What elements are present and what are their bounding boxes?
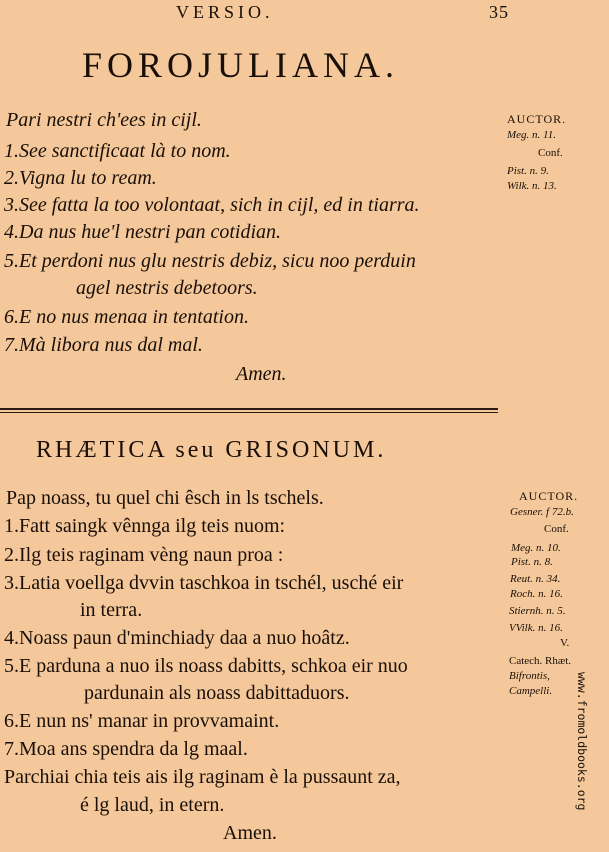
text-line: 2.Vigna lu to ream. (4, 167, 157, 189)
text-line: Pap noass, tu quel chi êsch in ls tschels. (6, 487, 324, 509)
text-line: 3.Latia voellga dvvin taschkoa in tschél, usché eir (4, 572, 404, 594)
margin-note: Wilk. n. 13. (507, 180, 557, 192)
margin-note: Pist. n. 9. (507, 165, 549, 177)
margin-note: Conf. (544, 523, 569, 535)
amen: Amen. (223, 822, 277, 844)
text-line: pardunain als noass dabittaduors. (84, 682, 350, 704)
margin-note: Campelli. (509, 685, 553, 697)
text-line: Parchiai chia teis ais ilg raginam è la pussaunt za, (4, 766, 401, 788)
text-line: in terra. (80, 599, 143, 621)
text-line: agel nestris debetoors. (76, 277, 258, 299)
text-line: 4.Noass paun d'minchiady daa a nuo hoâtz. (4, 627, 350, 649)
running-head: VERSIO. (176, 2, 274, 22)
margin-note: Catech. Rhæt. (509, 655, 572, 667)
text-line: 1.Fatt saingk vênnga ilg teis nuom: (4, 515, 286, 537)
margin-note: Gesner. f 72.b. (510, 506, 574, 518)
margin-note: Conf. (538, 147, 563, 159)
section-title-forojuliana: FOROJULIANA. (82, 45, 400, 85)
margin-note: Meg. n. 11. (507, 129, 556, 141)
text-line: 2.Ilg teis raginam vèng naun proa : (4, 544, 284, 566)
margin-note: Pist. n. 8. (511, 556, 553, 568)
margin-note: Meg. n. 10. (511, 542, 561, 554)
amen: Amen. (236, 363, 287, 385)
margin-note: V. (560, 637, 570, 649)
margin-note: AUCTOR. (507, 112, 567, 126)
watermark: www.fromoldbooks.org (575, 672, 589, 811)
margin-note: Stiernh. n. 5. (509, 605, 566, 617)
text-line: 6.E no nus menaa in tentation. (4, 306, 249, 328)
text-line: 1.See sanctificaat là to nom. (4, 140, 231, 162)
section-title-rhaetica: RHÆTICA seu GRISONUM. (36, 437, 387, 463)
margin-note: VVilk. n. 16. (509, 622, 563, 634)
margin-note: Bifrontis, (509, 670, 550, 682)
margin-note: Reut. n. 34. (510, 573, 561, 585)
text-line: 7.Mà libora nus dal mal. (4, 334, 203, 356)
text-line: 7.Moa ans spendra da lg maal. (4, 738, 248, 760)
text-line: 3.See fatta la too volontaat, sich in cijl, ed in tiarra. (4, 194, 420, 216)
margin-note: Roch. n. 16. (510, 588, 563, 600)
text-line: Pari nestri ch'ees in cijl. (6, 109, 202, 131)
text-line: 5.Et perdoni nus glu nestris debiz, sicu noo perduin (4, 250, 416, 272)
text-line: 6.E nun ns' manar in provvamaint. (4, 710, 280, 732)
text-line: 4.Da nus hue'l nestri pan cotidian. (4, 221, 282, 243)
margin-note: AUCTOR. (519, 489, 579, 503)
text-line: é lg laud, in etern. (80, 794, 225, 816)
text-line: 5.E parduna a nuo ils noass dabitts, schkoa eir nuo (4, 655, 408, 677)
section-divider (0, 408, 498, 410)
page-number: 35 (489, 2, 509, 22)
section-divider-thin (0, 412, 498, 413)
